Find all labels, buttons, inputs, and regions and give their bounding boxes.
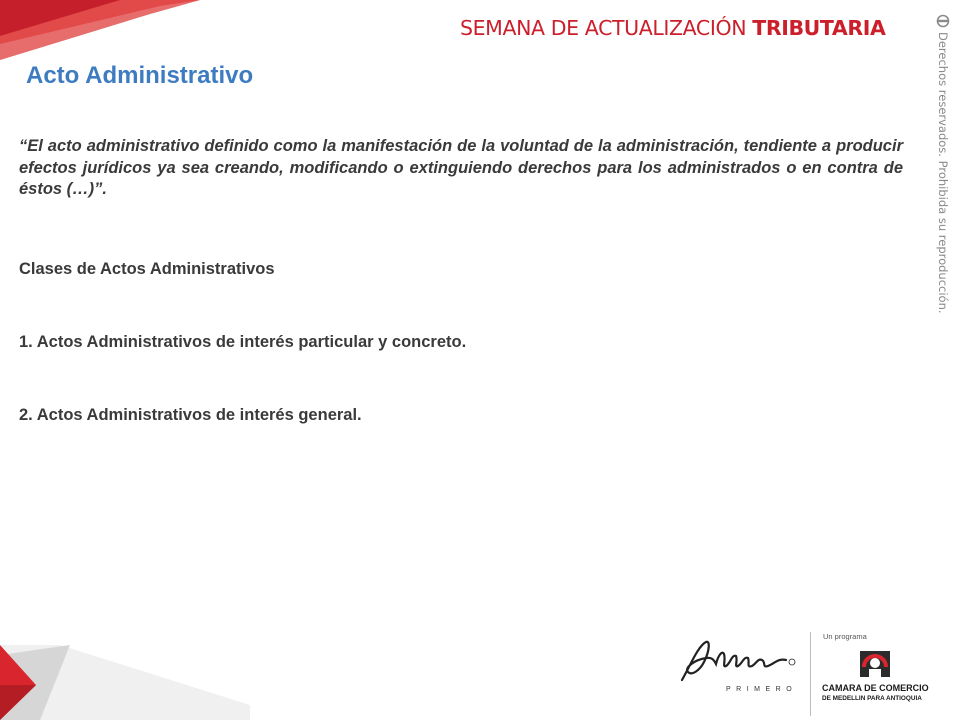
list-item: 2. Actos Administrativos de interés general. [19, 406, 362, 424]
chamber-of-commerce-icon [858, 645, 892, 681]
copyright-logo-icon [936, 14, 950, 28]
slide-content [19, 136, 903, 424]
footer-divider [810, 632, 811, 716]
list-item: 1. Actos Administrativos de interés particular y concreto. [19, 333, 467, 351]
copyright-text: Derechos reservados. Prohibida su reproducción. [936, 32, 950, 314]
afiliado-primero-logo [676, 636, 806, 712]
corner-ribbon-bottom-left [0, 645, 250, 720]
chamber-name: CAMARA DE COMERCIO [822, 683, 929, 693]
section-subtitle: Clases de Actos Administrativos [19, 260, 275, 278]
banner-text-regular: SEMANA DE ACTUALIZACIÓN [460, 16, 753, 40]
corner-ribbon-top-left [0, 0, 200, 60]
banner-text-bold: TRIBUTARIA [752, 16, 886, 40]
event-banner [460, 16, 885, 40]
copyright-notice [934, 14, 952, 314]
definition-quote: “El acto administrativo definido como la manifestación de la voluntad de la administración, tendiente a producir efectos jurídicos ya sea creando, modificando o extinguiendo derechos para los administrados o en contra de éstos (…)”. [19, 137, 903, 198]
chamber-subtitle: DE MEDELLIN PARA ANTIOQUIA [822, 695, 922, 702]
signature-logo-icon [676, 636, 806, 686]
program-label: Un programa [823, 632, 867, 641]
logo-tagline: PRIMERO [726, 686, 798, 693]
page-title: Acto Administrativo [26, 62, 254, 89]
